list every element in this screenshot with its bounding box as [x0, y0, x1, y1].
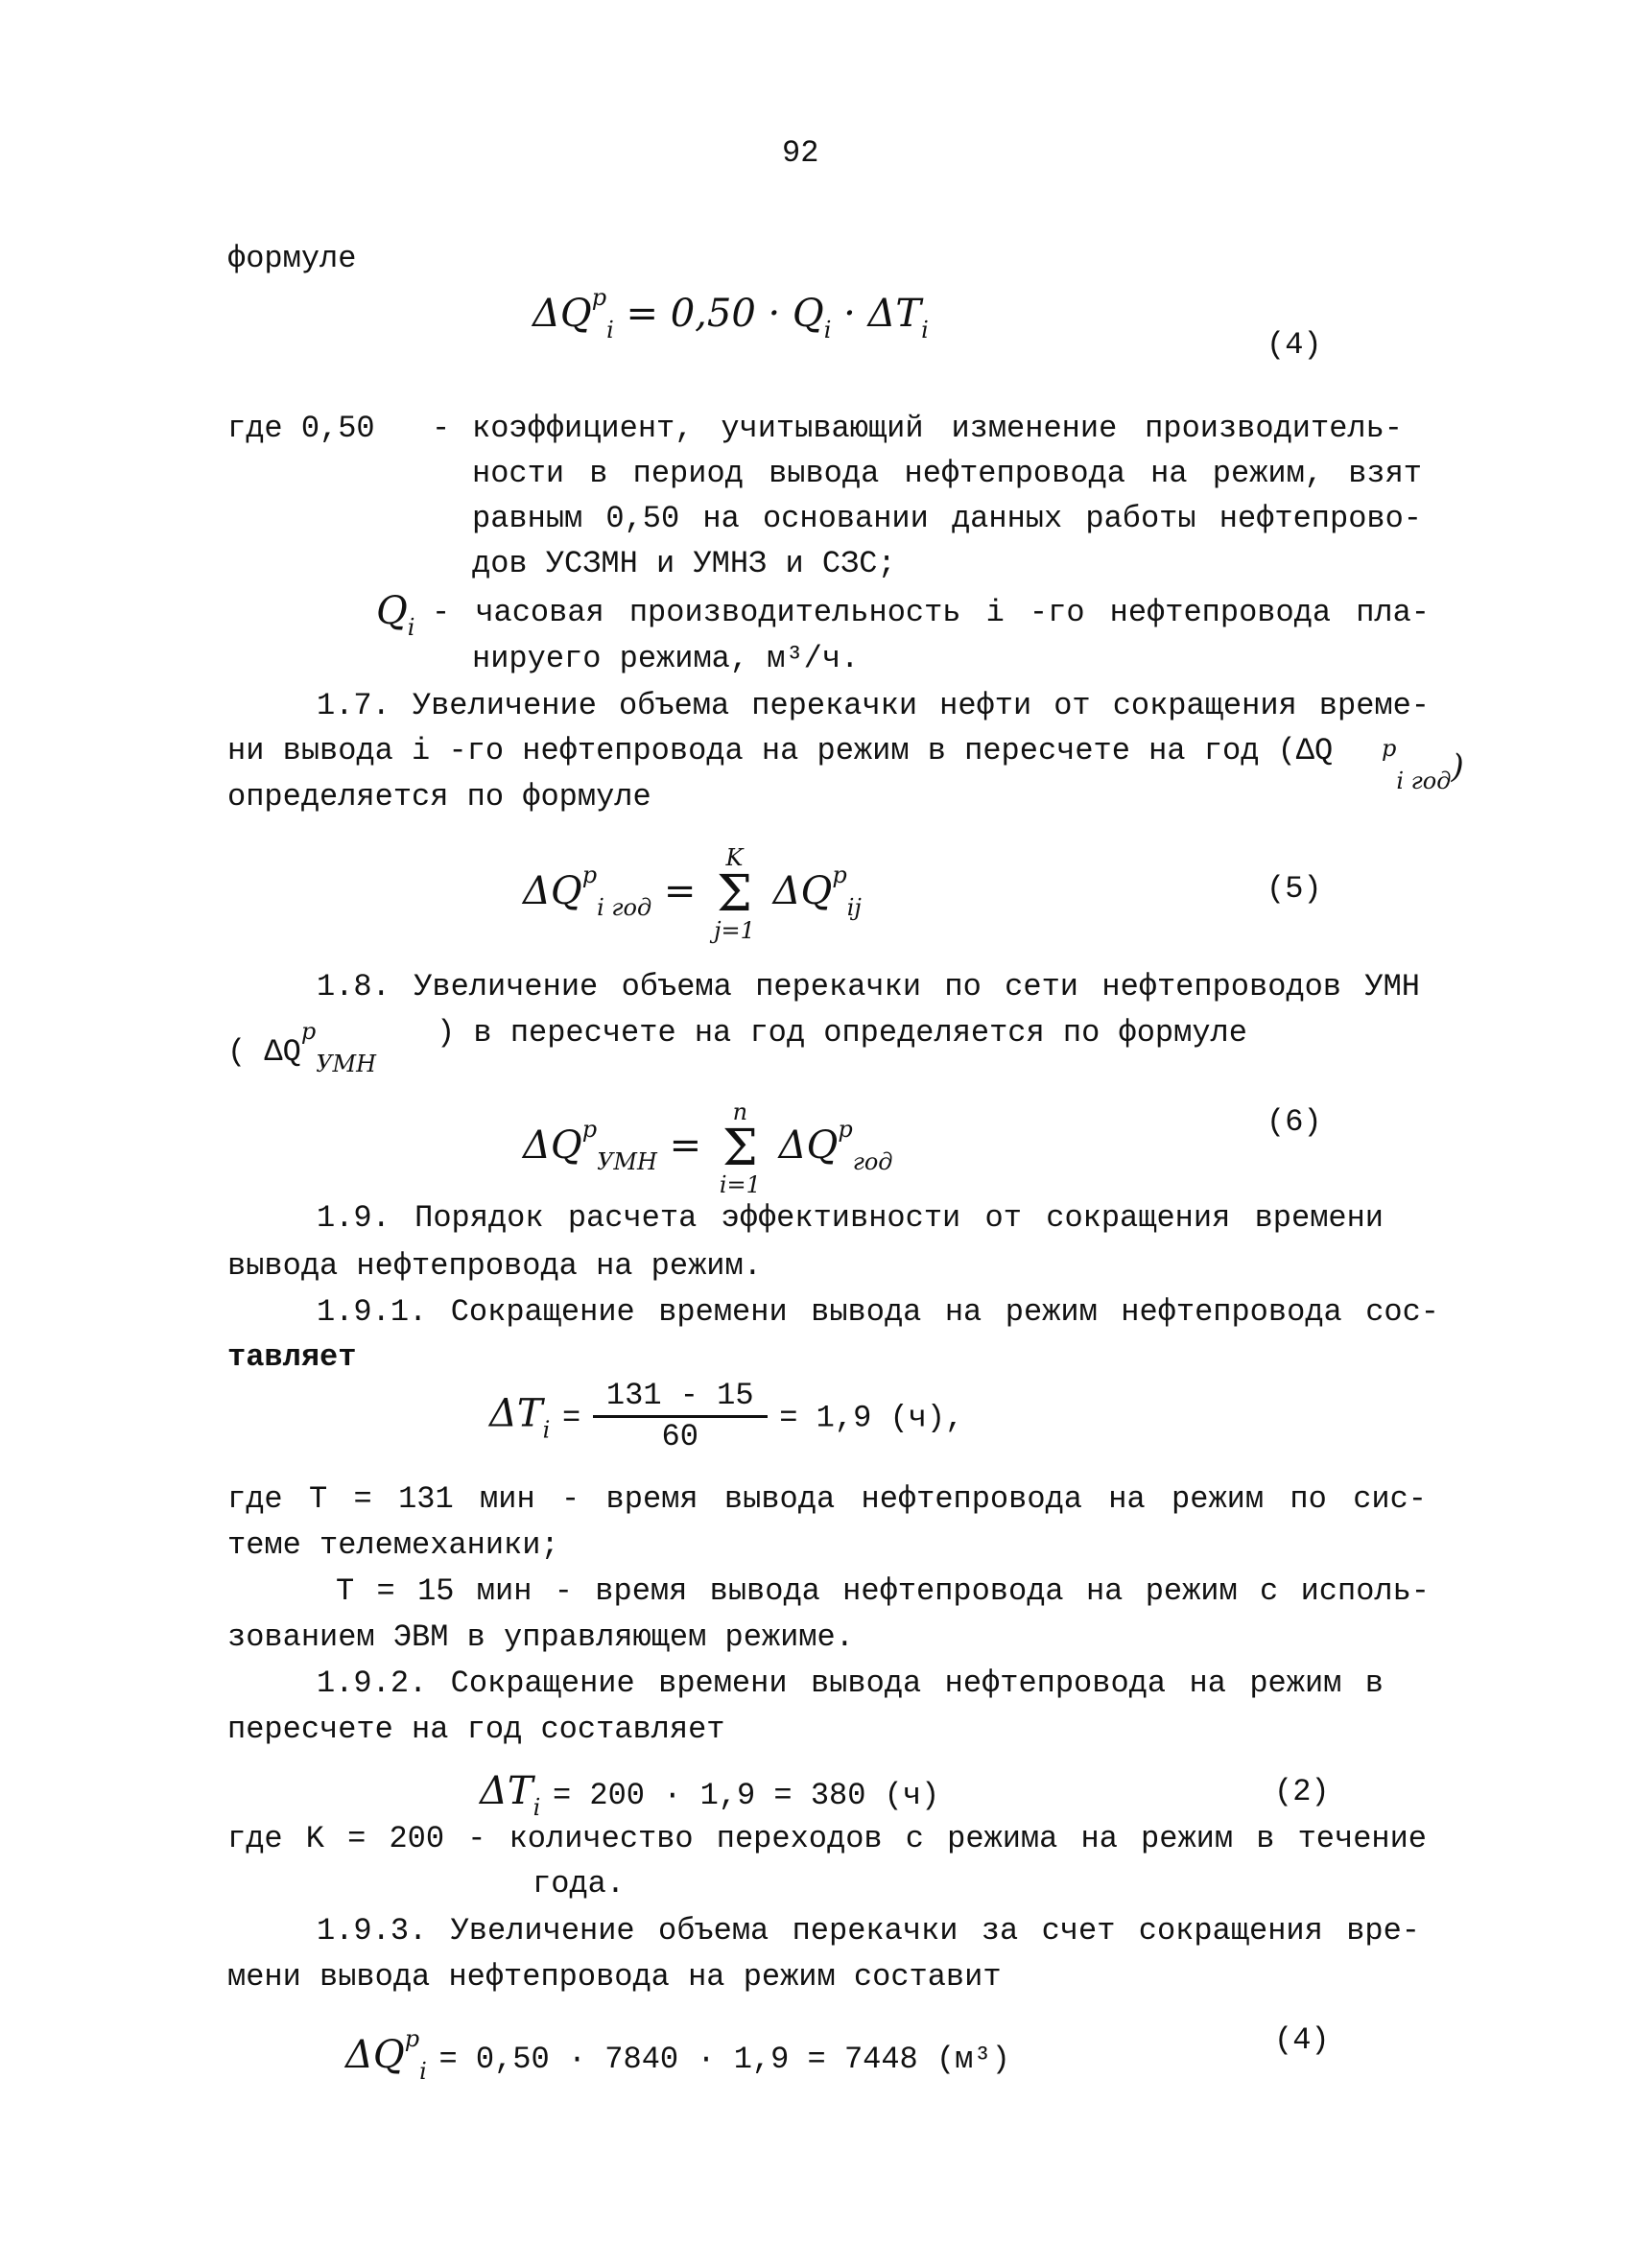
- sum-top: K: [725, 844, 744, 871]
- paren: ): [1451, 747, 1464, 786]
- formula-lhs: ΔT: [480, 1769, 533, 1813]
- where-line: зованием ЭВМ в управляющем режиме.: [227, 1619, 854, 1655]
- equation-number: (5): [1266, 871, 1322, 907]
- numerator: 131 - 15: [593, 1377, 768, 1418]
- sub: i год: [1396, 768, 1452, 794]
- paragraph-line: ни вывода i -го нефтепровода на режим в пересчете на год (ΔQ: [227, 733, 1334, 768]
- sup: р: [300, 1018, 317, 1045]
- paragraph-line: мени вывода нефтепровода на режим составит: [227, 1959, 1002, 1995]
- sup: р: [581, 862, 598, 888]
- paragraph-line: тавляет: [227, 1339, 357, 1375]
- sub: i: [532, 1794, 541, 1821]
- paragraph-line: ) в пересчете на год определяется по формуле: [437, 1015, 1247, 1051]
- denominator: 60: [661, 1419, 698, 1454]
- where-line: равным 0,50 на основании данных работы нефтепрово-: [472, 501, 1422, 536]
- formula-5: [523, 844, 862, 944]
- formula-4b: [345, 2015, 1010, 2095]
- equals: =: [669, 1123, 702, 1168]
- paragraph-line: 1.9.3. Увеличение объема перекачки за счет сокращения вре-: [317, 1913, 1420, 1949]
- where-line: дов УСЗМН и УМНЗ и СЗС;: [472, 546, 896, 581]
- paragraph-line: вывода нефтепровода на режим.: [227, 1248, 762, 1284]
- formula-lhs: ΔQ: [523, 869, 582, 913]
- sub: i год: [597, 894, 652, 921]
- sub: УМН: [316, 1051, 377, 1077]
- sum-bottom: i=1: [719, 1171, 761, 1198]
- fraction: [593, 1377, 768, 1456]
- sup: р: [1382, 735, 1397, 762]
- formula-lhs: ΔT: [489, 1391, 543, 1436]
- delta-symbol: Δ: [532, 292, 560, 336]
- sub: i: [419, 2058, 427, 2085]
- paragraph-line: 1.9.1. Сокращение времени вывода на режим нефтепровода сос-: [317, 1294, 1439, 1330]
- where-dash: -: [432, 411, 451, 446]
- formula-rhs: ΔQ: [778, 1123, 839, 1168]
- where-line: коэффициент, учитывающий изменение производитель-: [472, 411, 1403, 446]
- equation-number: (4): [1274, 2022, 1330, 2058]
- sub: ij: [846, 894, 862, 921]
- where-line: ности в период вывода нефтепровода на режим, взят: [472, 456, 1422, 491]
- formula-rhs: = 0,50 · 7840 · 1,9 = 7448 (м³): [438, 2042, 1010, 2077]
- formula-rhs-tail: · ΔT: [843, 292, 922, 336]
- where-line: где T = 131 мин - время вывода нефтепровода на режим по сис-: [227, 1481, 1427, 1517]
- where-line: года.: [532, 1866, 626, 1902]
- formula-rhs: ΔQ: [772, 869, 833, 913]
- q: Q: [376, 589, 408, 633]
- paragraph-line: 1.7. Увеличение объема перекачки нефти от сокращения време-: [317, 688, 1430, 723]
- sum-top: n: [732, 1099, 748, 1125]
- sub: i: [921, 317, 929, 343]
- equals: =: [663, 869, 697, 913]
- page-number: 92: [782, 135, 819, 171]
- sup: р: [581, 1116, 598, 1143]
- equation-number: (4): [1266, 327, 1322, 363]
- paragraph-line: [227, 1007, 376, 1088]
- sum-symbol: K Σ j=1: [714, 844, 755, 944]
- sum-symbol: n Σ i=1: [719, 1099, 761, 1198]
- sub: i: [407, 614, 415, 641]
- paragraph-line: определяется по формуле: [227, 779, 651, 815]
- sub: i: [823, 317, 832, 343]
- where-line: нируего режима, м³/ч.: [472, 641, 860, 676]
- paragraph-line: пересчете на год составляет: [227, 1712, 725, 1747]
- sup: р: [404, 2025, 420, 2052]
- formula-lhs: Q: [559, 292, 592, 336]
- sup: р: [838, 1116, 853, 1143]
- formula-rhs: = 200 · 1,9 = 380 (ч): [552, 1778, 940, 1813]
- sup: р: [832, 862, 847, 888]
- sub: УМН: [597, 1148, 657, 1175]
- formula-6: [523, 1099, 893, 1198]
- sub: i: [606, 317, 614, 343]
- formula-rhs: = 0,50 · Q: [626, 292, 824, 336]
- inline-symbol: [1382, 724, 1464, 805]
- sum-bottom: j=1: [714, 917, 755, 944]
- sub: год: [852, 1148, 893, 1175]
- result: = 1,9 (ч),: [779, 1400, 964, 1436]
- equals: =: [561, 1400, 581, 1436]
- where-line: где K = 200 - количество переходов с режима на режим в течение: [227, 1821, 1427, 1856]
- q-symbol: [376, 587, 414, 651]
- formula-fraction: [489, 1377, 963, 1456]
- sub: i: [542, 1416, 551, 1444]
- inline-lhs: ( ΔQ: [227, 1034, 301, 1070]
- where-line: теме телемеханики;: [227, 1527, 559, 1563]
- paragraph-line: 1.9.2. Сокращение времени вывода нефтепровода на режим в: [317, 1666, 1384, 1701]
- where-lead: где 0,50: [227, 411, 375, 446]
- equation-number: (6): [1266, 1104, 1322, 1140]
- formula-lhs: ΔQ: [523, 1123, 582, 1168]
- paragraph-line: 1.8. Увеличение объема перекачки по сети нефтепроводов УМН: [317, 969, 1420, 1004]
- paragraph-line: 1.9. Порядок расчета эффективности от сокращения времени: [317, 1200, 1384, 1236]
- equation-number: (2): [1274, 1774, 1330, 1809]
- formula-lhs: ΔQ: [345, 2033, 405, 2077]
- where-line: - часовая производительность i -го нефтепровода пла-: [432, 595, 1430, 630]
- sup: р: [591, 284, 607, 311]
- where-line: T = 15 мин - время вывода нефтепровода на режим с исполь-: [336, 1573, 1430, 1609]
- intro-word: формуле: [227, 241, 357, 276]
- formula-4: [532, 273, 929, 354]
